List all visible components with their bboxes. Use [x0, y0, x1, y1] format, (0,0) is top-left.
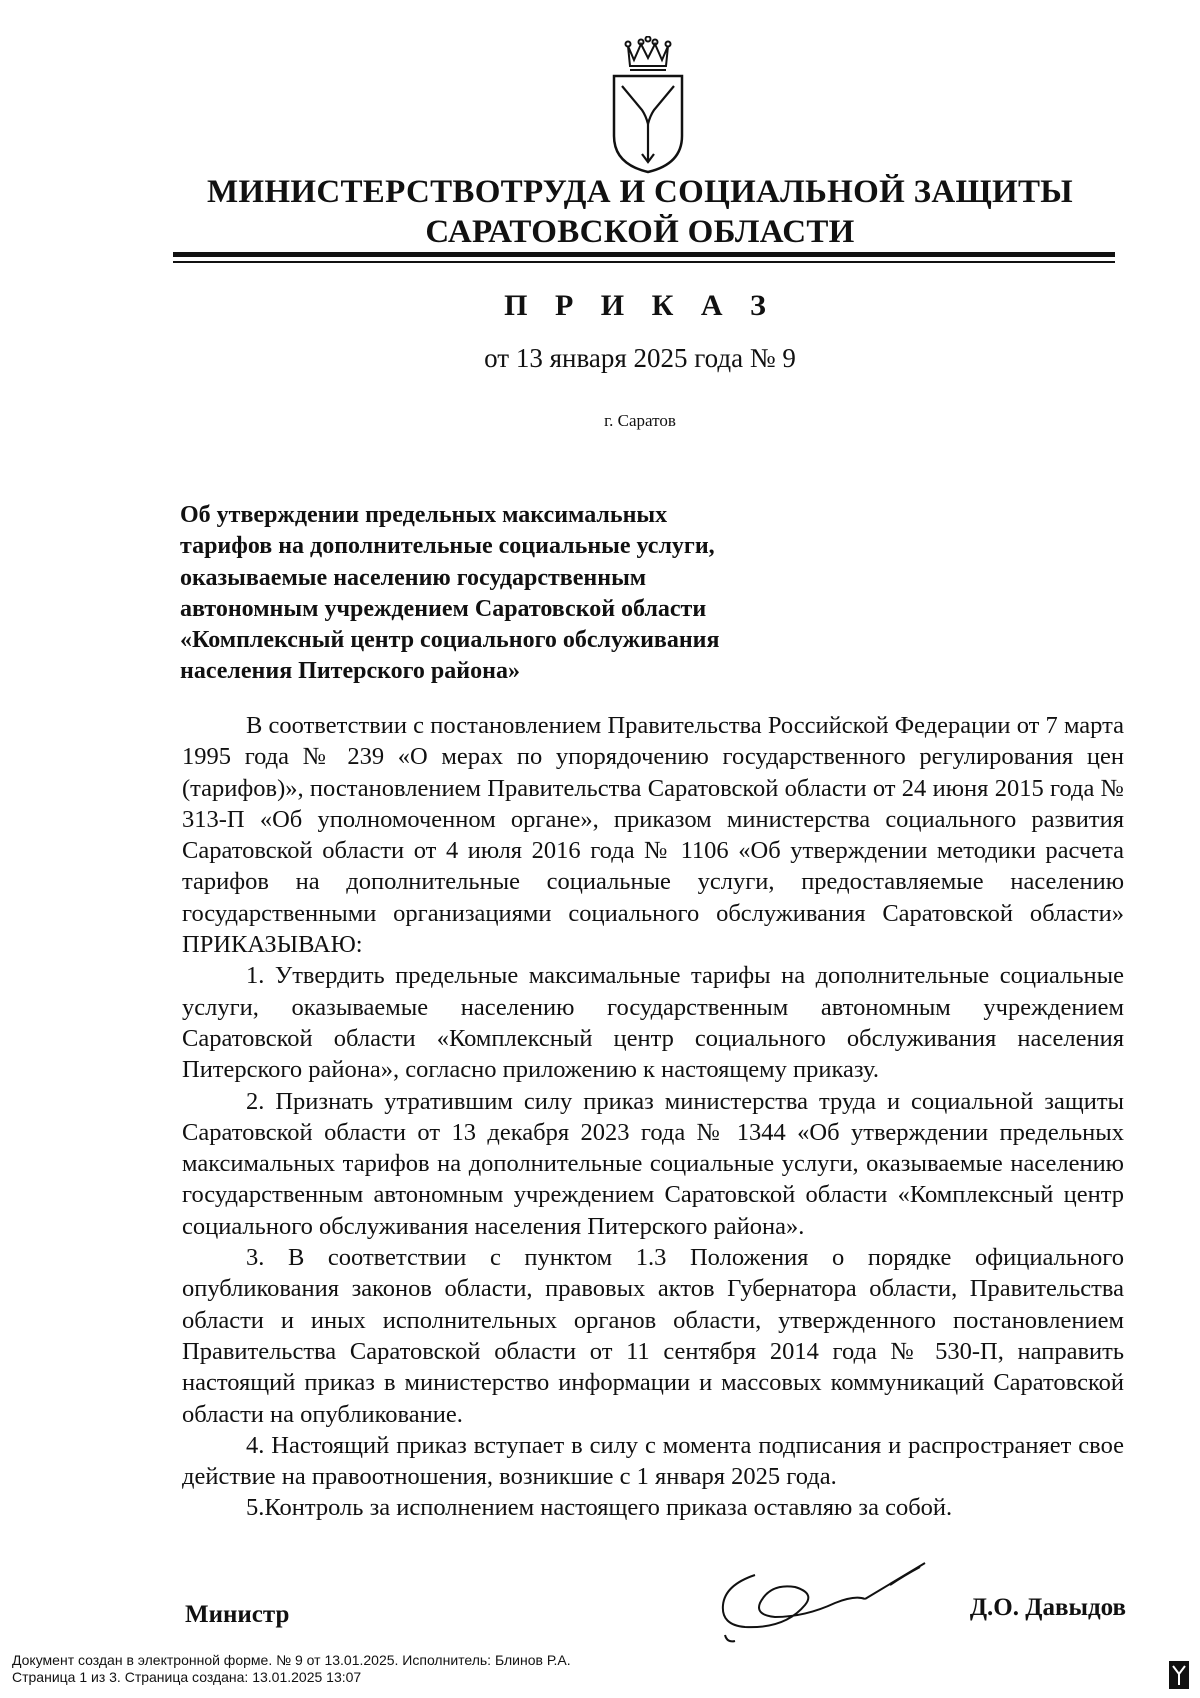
subject-line: автономным учреждением Саратовской области — [180, 595, 707, 622]
subject-line: Об утверждении предельных максимальных — [180, 502, 668, 528]
order-date-number: от 13 января 2025 года № 9 — [484, 343, 796, 373]
item-4-paragraph: 4. Настоящий приказ вступает в силу с момента подписания и распространяет свое действие на правоотношения, возникшие с 1 января 2025 года. — [182, 1431, 1124, 1491]
subject-line: тарифов на дополнительные социальные услуги, — [180, 533, 715, 560]
order-city: г. Саратов — [604, 411, 676, 430]
coat-of-arms-icon — [608, 36, 688, 174]
coat-of-arms-mark-icon — [1168, 1660, 1190, 1690]
signer-position: Министр — [185, 1601, 290, 1628]
electronic-document-footer — [12, 1652, 571, 1686]
item-1-paragraph: 1. Утвердить предельные максимальные тарифы на дополнительные социальные услуги, оказываемые населению государственным автономным учреждением Саратовской области «Комплексный центр социального обслуживания населения Питерского района», согласно приложению к настоящему приказу. — [182, 962, 1124, 1084]
subject-line: «Комплексный центр социального обслуживания — [180, 627, 720, 654]
ministry-name-line1: МИНИСТЕРСТВОТРУДА И СОЦИАЛЬНОЙ ЗАЩИТЫ — [206, 174, 1074, 210]
order-subject — [180, 500, 820, 688]
item-5-paragraph: 5.Контроль за исполнением настоящего приказа оставляю за собой. — [246, 1494, 953, 1522]
header-divider-thick — [173, 252, 1115, 257]
header-divider-thin — [173, 261, 1115, 263]
ministry-name-line2: САРАТОВСКОЙ ОБЛАСТИ — [425, 214, 855, 250]
subject-line: населения Питерского района» — [180, 658, 520, 685]
order-body — [182, 710, 1124, 1524]
document-type: П Р И К А З — [504, 289, 776, 322]
handwritten-signature — [715, 1545, 945, 1645]
preamble-paragraph: В соответствии с постановлением Правительства Российской Федерации от 7 марта 1995 года № 239 «О мерах по упорядочению государственного регулирования цен (тарифов)», постановлением Правительства Саратовской области от 24 июня 2015 года № 313-П «Об уполномоченном органе», приказом министерства социального развития Саратовской области от 4 июля 2016 года № 1106 «Об утверждении методики расчета тарифов на дополнительные социальные услуги, предоставляемые населению государственными организациями социального обслуживания Саратовской области» ПРИКАЗЫВАЮ: — [182, 712, 1124, 959]
signer-name: Д.О. Давыдов — [969, 1594, 1126, 1621]
item-3-paragraph: 3. В соответствии с пунктом 1.3 Положения о порядке официального опубликования законов области, правовых актов Губернатора области, Правительства области и иных исполнительных органов области, утвержденного постановлением Правительства Саратовской области от 11 сентября 2014 года № 530-П, направить настоящий приказ в министерство информации и массовых коммуникаций Саратовской области на опубликование. — [182, 1244, 1124, 1428]
subject-line: оказываемые населению государственным — [180, 564, 647, 591]
ministry-header — [160, 172, 1120, 252]
item-2-paragraph: 2. Признать утратившим силу приказ министерства труда и социальной защиты Саратовской области от 13 декабря 2023 года № 1344 «Об утверждении предельных максимальных тарифов на дополнительные социальные услуги, оказываемые населению государственным автономным учреждением Саратовской области «Комплексный центр социального обслуживания населения Питерского района». — [182, 1087, 1124, 1240]
footer-line-2: Страница 1 из 3. Страница создана: 13.01.2025 13:07 — [12, 1669, 362, 1685]
footer-line-1: Документ создан в электронной форме. № 9 от 13.01.2025. Исполнитель: Блинов Р.А. — [12, 1652, 571, 1668]
